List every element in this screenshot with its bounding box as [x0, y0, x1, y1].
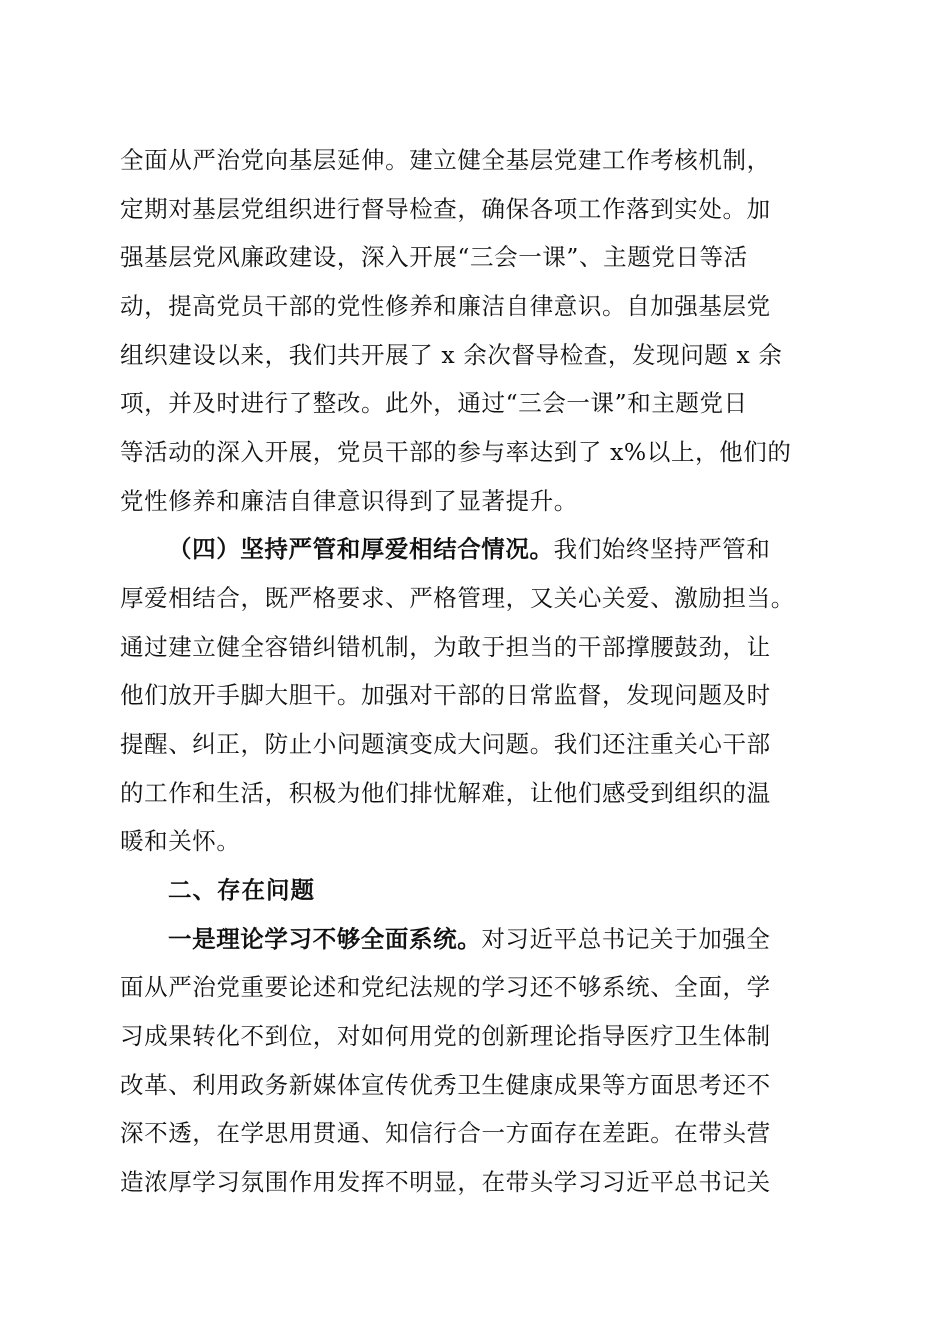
paragraph-line: 动，提高党员干部的党性修养和廉洁自律意识。自加强基层党 — [120, 292, 771, 320]
paragraph-text: 我们始终坚持严管和 — [553, 535, 771, 563]
paragraph-first-line — [168, 924, 771, 954]
paragraph-first-line — [168, 534, 771, 564]
paragraph-lead: （四）坚持严管和厚爱相结合情况。 — [168, 535, 554, 563]
section-heading: 二、存在问题 — [168, 876, 315, 904]
paragraph-line: 等活动的深入开展，党员干部的参与率达到了 x%以上，他们的 — [120, 438, 792, 466]
paragraph-line: 的工作和生活，积极为他们排忧解难，让他们感受到组织的温 — [120, 779, 771, 807]
paragraph-lead: 一是理论学习不够全面系统。 — [168, 925, 482, 953]
paragraph-line: 强基层党风廉政建设，深入开展“三会一课”、主题党日等活 — [120, 243, 748, 271]
paragraph-line: 暖和关怀。 — [120, 827, 241, 855]
paragraph-line: 项，并及时进行了整改。此外，通过“三会一课”和主题党日 — [120, 389, 748, 417]
paragraph-line: 改革、利用政务新媒体宣传优秀卫生健康成果等方面思考还不 — [120, 1071, 771, 1099]
paragraph-line: 党性修养和廉洁自律意识得到了显著提升。 — [120, 487, 578, 515]
paragraph-line: 面从严治党重要论述和党纪法规的学习还不够系统、全面，学 — [120, 973, 771, 1001]
paragraph-line: 通过建立健全容错纠错机制，为敢于担当的干部撑腰鼓劲，让 — [120, 633, 771, 661]
paragraph-line: 造浓厚学习氛围作用发挥不明显，在带头学习习近平总书记关 — [120, 1168, 771, 1196]
paragraph-line: 组织建设以来，我们共开展了 x 余次督导检查，发现问题 x 余 — [120, 341, 783, 369]
paragraph-line: 习成果转化不到位，对如何用党的创新理论指导医疗卫生体制 — [120, 1022, 771, 1050]
paragraph-line: 全面从严治党向基层延伸。建立健全基层党建工作考核机制， — [120, 146, 771, 174]
paragraph-line: 他们放开手脚大胆干。加强对干部的日常监督，发现问题及时 — [120, 681, 771, 709]
paragraph-line: 深不透，在学思用贯通、知信行合一方面存在差距。在带头营 — [120, 1119, 771, 1147]
paragraph-text: 对习近平总书记关于加强全 — [481, 925, 771, 953]
paragraph-line: 提醒、纠正，防止小问题演变成大问题。我们还注重关心干部 — [120, 730, 771, 758]
paragraph-line: 定期对基层党组织进行督导检查，确保各项工作落到实处。加 — [120, 195, 771, 223]
paragraph-line: 厚爱相结合，既严格要求、严格管理，又关心关爱、激励担当。 — [120, 584, 795, 612]
